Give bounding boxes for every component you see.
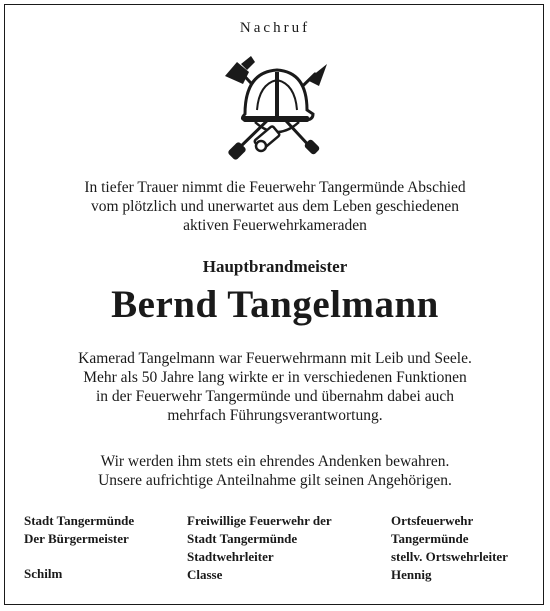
signature-block-local-fire-deputy xyxy=(391,512,508,584)
obituary-heading: Nachruf xyxy=(239,20,311,36)
signature-role-line: stellv. Ortswehrleiter xyxy=(391,549,508,564)
tribute-text: Kamerad Tangelmann war Feuerwehrmann mit Leib und Seele. Mehr als 50 Jahre lang wirkte er in verschiedenen Funktionen in der Feuerwehr Tangermünde und übernahm dabei auch mehrfach Führungsverantwortung. xyxy=(78,350,472,424)
intro-text: In tiefer Trauer nimmt die Feuerwehr Tangermünde Abschied vom plötzlich und unerwartet aus dem Leben geschiedenen aktiven Feuerwehrkameraden xyxy=(84,179,466,234)
signature-org-line: Ortsfeuerwehr xyxy=(391,513,474,528)
signature-block-city-fire-chief xyxy=(187,512,332,584)
signature-block-mayor xyxy=(24,512,134,583)
signature-person: Classe xyxy=(187,567,223,582)
signature-person: Hennig xyxy=(391,567,432,582)
signature-person: Schilm xyxy=(24,566,63,581)
signature-org-line: Stadt Tangermünde xyxy=(187,531,298,546)
signature-org-line: Freiwillige Feuerwehr der xyxy=(187,513,332,528)
signature-role-line: Der Bürgermeister xyxy=(24,531,129,546)
signature-role-line: Stadtwehrleiter xyxy=(187,549,274,564)
deceased-rank: Hauptbrandmeister xyxy=(202,257,348,276)
signature-org-line: Tangermünde xyxy=(391,531,469,546)
fire-brigade-emblem-icon xyxy=(215,50,335,165)
condolence-text: Wir werden ihm stets ein ehrendes Andenken bewahren. Unsere aufrichtige Anteilnahme gilt seinen Angehörigen. xyxy=(98,453,452,489)
signature-org-line: Stadt Tangermünde xyxy=(24,513,135,528)
deceased-name: Bernd Tangelmann xyxy=(111,283,439,326)
